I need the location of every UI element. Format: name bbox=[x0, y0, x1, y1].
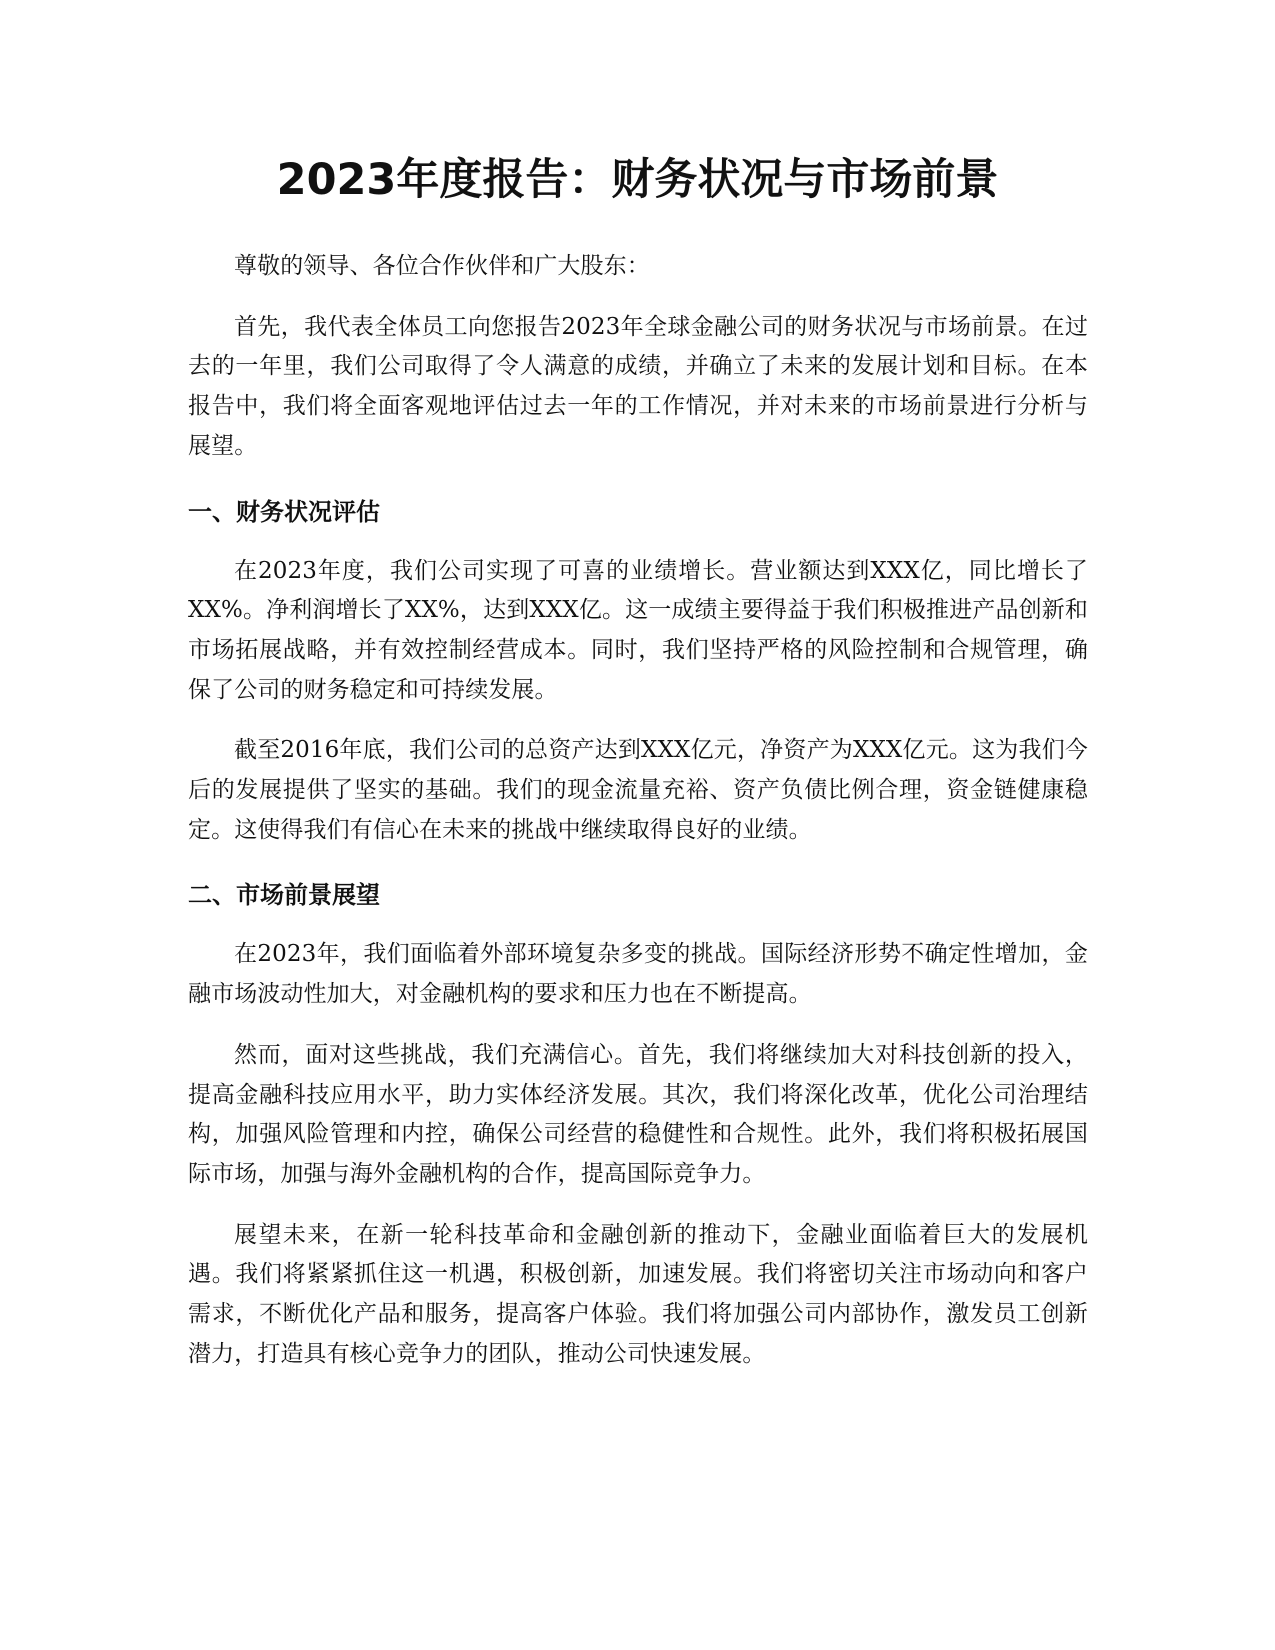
financial-paragraph-1: 在2023年度，我们公司实现了可喜的业绩增长。营业额达到XXX亿，同比增长了XX%。净利润增长了XX%，达到XXX亿。这一成绩主要得益于我们积极推进产品创新和市场拓展战略，并有效控制经营成本。同时，我们坚持严格的风险控制和合规管理，确保了公司的财务稳定和可持续发展。 bbox=[188, 557, 1088, 703]
financial-paragraph-2: 截至2016年底，我们公司的总资产达到XXX亿元，净资产为XXX亿元。这为我们今后的发展提供了坚实的基础。我们的现金流量充裕、资产负债比例合理，资金链健康稳定。这使得我们有信心在未来的挑战中继续取得良好的业绩。 bbox=[188, 737, 1088, 843]
document-title: 2023年度报告：财务状况与市场前景 bbox=[276, 155, 999, 205]
market-paragraph-3: 展望未来，在新一轮科技革命和金融创新的推动下，金融业面临着巨大的发展机遇。我们将紧紧抓住这一机遇，积极创新，加速发展。我们将密切关注市场动向和客户需求，不断优化产品和服务，提高客户体验。我们将加强公司内部协作，激发员工创新潜力，打造具有核心竞争力的团队，推动公司快速发展。 bbox=[188, 1221, 1088, 1367]
greeting-paragraph: 尊敬的领导、各位合作伙伴和广大股东： bbox=[234, 253, 650, 279]
intro-paragraph: 首先，我代表全体员工向您报告2023年全球金融公司的财务状况与市场前景。在过去的一年里，我们公司取得了令人满意的成绩，并确立了未来的发展计划和目标。在本报告中，我们将全面客观地评估过去一年的工作情况，并对未来的市场前景进行分析与展望。 bbox=[188, 313, 1088, 459]
document-body bbox=[188, 247, 1088, 1395]
market-paragraph-1: 在2023年，我们面临着外部环境复杂多变的挑战。国际经济形势不确定性增加，金融市场波动性加大，对金融机构的要求和压力也在不断提高。 bbox=[188, 941, 1088, 1008]
market-paragraph-2: 然而，面对这些挑战，我们充满信心。首先，我们将继续加大对科技创新的投入，提高金融科技应用水平，助力实体经济发展。其次，我们将深化改革，优化公司治理结构，加强风险管理和内控，确保公司经营的稳健性和合规性。此外，我们将积极拓展国际市场，加强与海外金融机构的合作，提高国际竞争力。 bbox=[188, 1041, 1088, 1187]
section-heading-market: 二、市场前景展望 bbox=[188, 881, 380, 910]
section-heading-financial: 一、财务状况评估 bbox=[188, 497, 380, 526]
